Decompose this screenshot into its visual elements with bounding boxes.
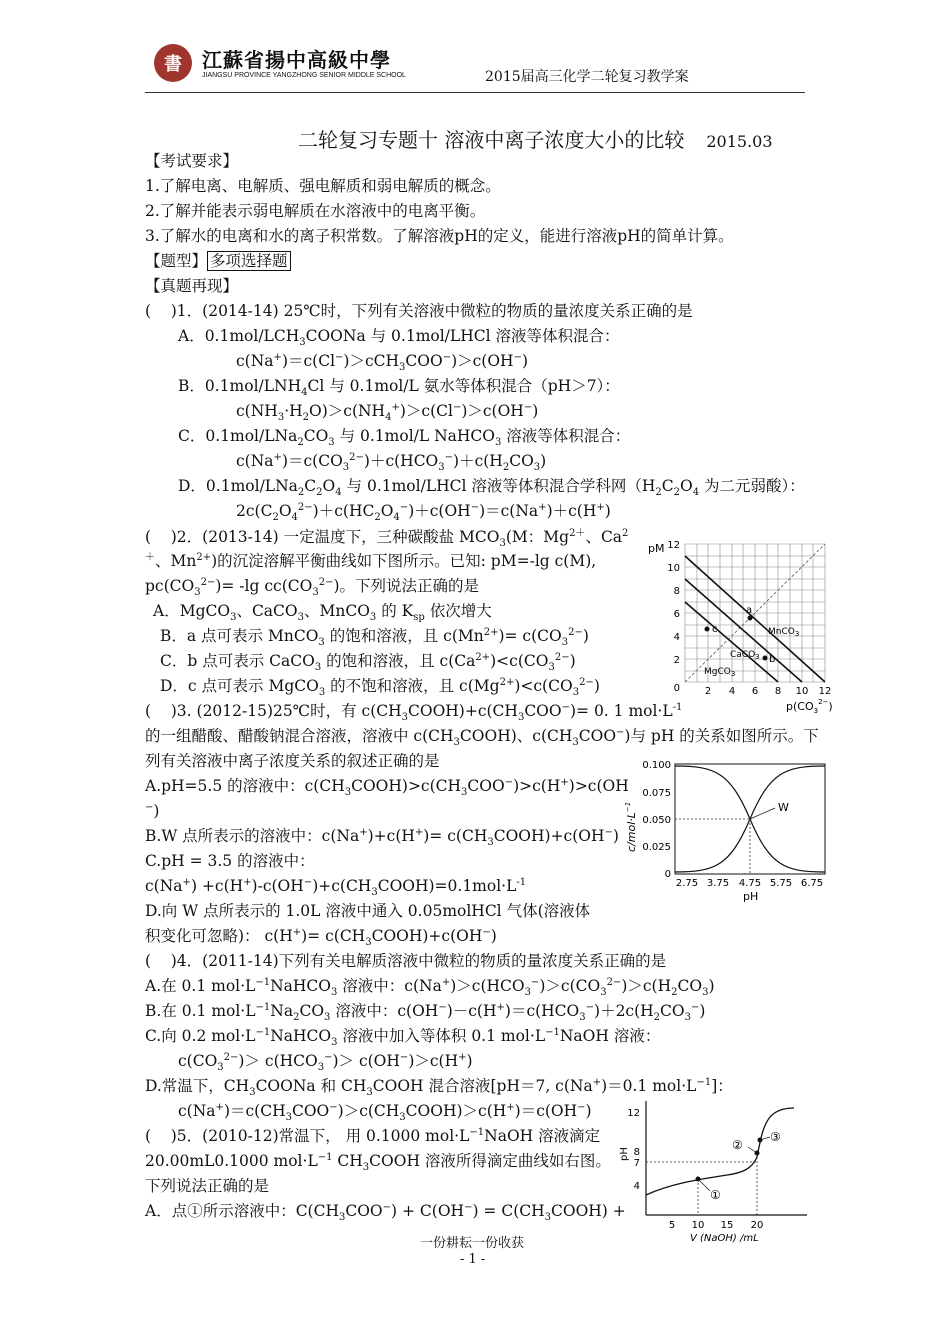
q3-option-a-cont: −) (145, 801, 160, 820)
svg-text:2: 2 (704, 686, 712, 697)
chart3-label-1: ① (710, 1188, 721, 1202)
chart1-label-mgco3: MgCO$_3$ (704, 667, 736, 678)
chart1-point-c (705, 627, 710, 632)
title-date: 2015.03 (706, 132, 773, 151)
chart1-y-label: pM (648, 542, 665, 555)
q5-option-a: A．点①所示溶液中：$C(CH_3COO^-) + C(OH^-)$ = $C(CH_3COOH)$ + (145, 1201, 626, 1224)
school-name-en: JIANGSU PROVINCE YANGZHONG SENIOR MIDDLE SCHOOL (202, 72, 406, 79)
q5-stem-2: 20.00mL0.1000 $mol\cdot L^{-1}$ $CH_3COOH$ 溶液所得滴定曲线如右图。 (145, 1151, 611, 1174)
requirements-heading: 【考试要求】 (145, 152, 239, 170)
svg-text:4: 4 (728, 686, 736, 697)
q3-option-b: B.W 点所表示的溶液中：$c(Na^+)+c(H^+)= c(CH_3COOH)+c(OH^-)$ (145, 826, 619, 849)
chart2-y-label: $c/mol\cdot L^{-1}$ (624, 801, 638, 852)
chart1-label-a: a (746, 605, 753, 616)
svg-text:0: 0 (664, 869, 671, 880)
svg-text:8: 8 (633, 1147, 640, 1158)
svg-text:4.75: 4.75 (738, 878, 762, 889)
q1-option-b-eq: $c(NH_3\cdot H_2O)>c(NH_4^+)>c(Cl^-)>c(OH^-)$ (236, 401, 539, 424)
chart1-point-a (748, 616, 753, 621)
svg-text:4: 4 (633, 1181, 640, 1192)
q1-option-d: D．$0.1mol/LNa_2C_2O_4$ 与 0.1mol/LHCl 溶液等体积混合学科网（$H_2C_2O_4$ 为二元弱酸）： (178, 477, 805, 499)
q3-option-d: D.向 W 点所表示的 1.0L 溶液中通入 0.05molHCl 气体(溶液体 (145, 902, 591, 920)
page-title: 二轮复习专题十 溶液中离子浓度大小的比较 2015.03 (298, 128, 773, 152)
q4-option-d: D.常温下，$CH_3COONa$ 和 $CH_3COOH$ 混合溶液[pH＝7, c(Na+)＝0.1 $mol\cdot L^{-1}$]： (145, 1076, 733, 1099)
svg-text:20: 20 (750, 1220, 764, 1231)
chart1-y-ticks (667, 540, 680, 694)
chart2-w-label: W (778, 801, 789, 814)
q3-option-c: C.pH = 3.5 的溶液中： (145, 852, 315, 870)
svg-text:6: 6 (673, 609, 680, 620)
svg-text:0.100: 0.100 (642, 760, 671, 771)
q1-option-c: C．$0.1mol/LNa_2CO_3$ 与 0.1mol/L NaHCO$_3$ 溶液等体积混合： (178, 427, 631, 449)
chart-acetate (615, 752, 830, 904)
real-questions-heading: 【真题再现】 (145, 277, 239, 295)
requirement-3: 3.了解水的电离和水的离子积常数。了解溶液pH的定义，能进行溶液pH的简单计算。 (145, 227, 734, 245)
q1-option-c-eq: $c(Na^+)=c(CO_3^{2-})+c(HCO_3^-)+c(H_2CO_3)$ (236, 451, 547, 474)
requirement-2: 2.了解并能表示弱电解质在水溶液中的电离平衡。 (145, 202, 486, 220)
svg-text:5.75: 5.75 (769, 878, 793, 889)
q2-option-c: C．b 点可表示 CaCO$_3$ 的饱和溶液，且 $c(Ca^{2+})<c(CO_3^{2-})$ (160, 651, 576, 674)
q2-option-a: A．MgCO$_3$、CaCO$_3$、MnCO$_3$ 的 $K_{sp}$ 依次增大 (153, 602, 492, 624)
q5-stem-3: 下列说法正确的是 (145, 1177, 270, 1195)
chart1-point-b (763, 656, 768, 661)
q5-stem-1: ( )5．(2010-12)常温下， 用 0.1000 $mol\cdot L^{-1}NaOH$ 溶液滴定 (145, 1126, 601, 1145)
q1-option-a: A．$0.1mol/LCH_3COONa$ 与 0.1mol/LHCl 溶液等体积混合： (178, 327, 620, 349)
chart3-x-label: V (NaOH) /mL (690, 1233, 759, 1244)
q1-stem: ( )1．(2014-14) 25℃时，下列有关溶液中微粒的物质的量浓度关系正确的是 (145, 302, 693, 320)
footer-page-number: - 1 - (460, 1252, 486, 1267)
header-right-title: 2015届高三化学二轮复习教学案 (485, 69, 689, 85)
svg-text:6: 6 (751, 686, 759, 697)
chart1-label-mnco3: MnCO$_3$ (768, 627, 800, 638)
q3-stem-2: 的一组醋酸、醋酸钠混合溶液，溶液中 $c(CH_3COOH)$、$c(CH_3COO^-)$与 pH 的关系如图所示。下 (145, 726, 819, 749)
svg-text:8: 8 (673, 586, 680, 597)
q1-option-a-eq: c(Na+)＝c(Cl−)＞cCH$_3$COO−)＞c(OH−) (236, 351, 529, 374)
footer-slogan: 一份耕耘一份收获 (420, 1236, 525, 1251)
svg-text:8: 8 (774, 686, 782, 697)
q1-option-b: B．$0.1mol/LNH_4Cl$ 与 0.1mol/L 氨水等体积混合（pH＞7）： (178, 377, 620, 399)
q4-option-c: C.向 0.2 $mol\cdot L^{-1}NaHCO_3$ 溶液中加入等体积 0.1 $mol\cdot L^{-1}NaOH$ 溶液： (145, 1026, 661, 1049)
chart1-x-ticks (705, 686, 832, 697)
q2-stem-2: ＋、$Mn^{2+}$)的沉淀溶解平衡曲线如下图所示。已知: pM=-lg c(M), (145, 551, 597, 570)
question-type: 【题型】 多项选择题 (145, 250, 291, 272)
school-name-cn: 江蘇省揚中高級中學 (202, 48, 391, 72)
svg-text:15: 15 (720, 1220, 734, 1231)
q4-option-d-eq: $c(Na^+)=c(CH_3COO^-)>c(CH_3COOH)>c(H^+)=c(OH^-)$ (178, 1101, 592, 1124)
q3-option-a: A.pH=5.5 的溶液中：$c(CH_3COOH)>c(CH_3COO^-)>c(H^+)>c(OH$ (145, 776, 629, 799)
chart3-x-ticks (669, 1220, 764, 1231)
svg-text:0.025: 0.025 (642, 842, 671, 853)
school-logo: 書 (154, 44, 192, 82)
svg-text:12: 12 (627, 1108, 640, 1119)
chart3-curve (646, 1108, 794, 1195)
q2-option-b: B．a 点可表示 MnCO$_3$ 的饱和溶液，且 $c(Mn^{2+})= c(CO_3^{2-})$ (160, 626, 589, 649)
svg-text:2: 2 (673, 655, 680, 666)
svg-text:0: 0 (673, 683, 680, 694)
question-type-value: 多项选择题 (207, 251, 291, 271)
svg-text:0.050: 0.050 (642, 815, 671, 826)
q2-option-d: D．c 点可表示 MgCO$_3$ 的不饱和溶液，且 $c(Mg^{2+})<c(CO_3^{2-})$ (160, 676, 600, 699)
header-rule (145, 92, 805, 93)
q2-stem-1: ( )2．(2013-14) 一定温度下，三种碳酸盐 $MCO_3(M$：$Mg^{2+}$、Ca$^2$ (145, 527, 629, 550)
requirement-1: 1.了解电离、电解质、强电解质和弱电解质的概念。 (145, 177, 501, 195)
chart3-y-label: pH (619, 1147, 630, 1161)
q4-stem: ( )4．(2011-14)下列有关电解质溶液中微粒的物质的量浓度关系正确的是 (145, 952, 667, 970)
q2-stem-3: $pc(CO_3^{2-})= -\lg$ $cc(CO_3^{2-})$。下列说法正确的是 (145, 576, 480, 599)
svg-text:5: 5 (668, 1220, 676, 1231)
q4-option-a: A.在 0.1 $mol\cdot L^{-1}NaHCO_3$ 溶液中：$c(Na^+)>c(HCO_3^-)>c(CO_3^{2-})>c(H_2CO_3)$ (145, 976, 715, 999)
svg-text:3.75: 3.75 (706, 878, 730, 889)
svg-text:10: 10 (795, 686, 809, 697)
chart-precipitation (640, 532, 840, 716)
chart2-x-label: pH (743, 890, 759, 903)
svg-text:12: 12 (667, 540, 680, 551)
chart1-label-c: c (712, 624, 718, 635)
q3-stem-3: 列有关溶液中离子浓度关系的叙述正确的是 (145, 752, 440, 770)
chart3-label-2: ② (732, 1138, 743, 1152)
svg-text:10: 10 (667, 563, 680, 574)
svg-text:6.75: 6.75 (800, 878, 824, 889)
q1-option-d-eq: $2c(C_2O_4^{2-})+c(HC_2O_4^-)+c(OH^-)=c(Na^+)+c(H^+)$ (236, 501, 611, 524)
chart1-label-b: b (769, 654, 776, 665)
svg-text:12: 12 (818, 686, 832, 697)
svg-text:2.75: 2.75 (675, 878, 699, 889)
chart1-x-label: $p(CO_3^{2-})$ (786, 698, 833, 715)
chart2-y-ticks (642, 760, 671, 880)
chart-titration (612, 1095, 812, 1245)
q3-option-c-eq: $c(Na^+) +c(H^+)-c(OH^-)+c(CH_3COOH)=0.1mol\cdot L^{-1}$ (145, 876, 527, 899)
chart2-x-ticks (676, 878, 823, 889)
q3-stem-1: ( )3. (2012-15)25℃时，有 $c(CH_3COOH)+c(CH_3COO^-)= 0$. 1 $mol\cdot L^{-1}$ (145, 701, 683, 724)
svg-text:10: 10 (691, 1220, 705, 1231)
svg-text:0.075: 0.075 (642, 788, 671, 799)
chart1-label-caco3: CaCO$_3$ (730, 650, 760, 661)
q3-option-d-cont: 积变化可忽略)： $c(H^+)= c(CH_3COOH)+c(OH^-)$ (145, 926, 497, 949)
q4-option-b: B.在 0.1 $mol\cdot L^{-1}Na_2CO_3$ 溶液中：$c(OH^-)-c(H^+)=c(HCO_3^-)+2c(H_2CO_3^-)$ (145, 1001, 706, 1024)
q4-option-c-eq: $c(CO_3^{2-})> c(HCO_3^-)> c(OH^-)>c(H^+)$ (178, 1051, 473, 1074)
svg-text:4: 4 (673, 632, 680, 643)
svg-text:7: 7 (633, 1158, 640, 1169)
chart3-label-3: ③ (770, 1130, 781, 1144)
